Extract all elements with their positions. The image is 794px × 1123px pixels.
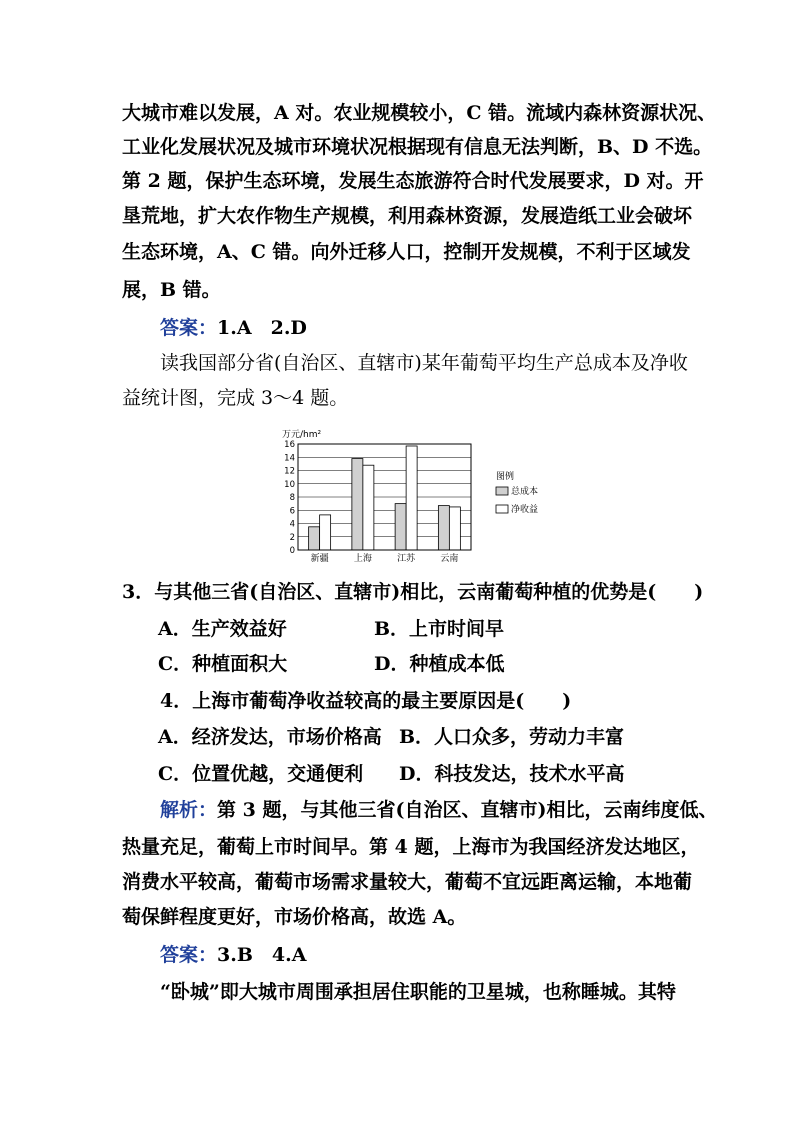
bar-chart	[282, 424, 582, 574]
y-tick-label: 10	[284, 479, 295, 490]
paragraph-line: 生态环境，A、C 错。向外迁移人口，控制开发规模，不利于区域发	[122, 241, 691, 263]
answer-text: 3.B 4.A	[217, 944, 307, 966]
explanation-text: 第 3 题，与其他三省(自治区、直辖市)相比，云南纬度低、	[217, 799, 718, 821]
answer-line-2	[160, 943, 307, 967]
y-tick-label: 6	[289, 506, 295, 517]
y-tick-label: 0	[289, 546, 295, 556]
explanation-label: 解析：	[160, 799, 218, 821]
explanation-line	[160, 798, 717, 822]
q3-option-a: A．生产效益好	[158, 618, 287, 640]
bar-income	[320, 515, 331, 550]
explanation-line: 消费水平较高，葡萄市场需求量较大，葡萄不宜远距离运输，本地葡	[122, 871, 693, 893]
paragraph-line: 展，B 错。	[122, 279, 221, 301]
answer-label: 答案：	[160, 944, 218, 966]
y-tick-label: 12	[284, 466, 295, 477]
x-tick-label: 上海	[353, 554, 372, 564]
x-tick-label: 江苏	[397, 554, 416, 564]
bar-cost	[352, 459, 363, 550]
bar-cost	[438, 506, 449, 550]
intro-line: 读我国部分省(自治区、直辖市)某年葡萄平均生产总成本及净收	[160, 352, 688, 374]
question-3-stem: 3．与其他三省(自治区、直辖市)相比，云南葡萄种植的优势是( )	[122, 581, 704, 603]
paragraph-line: 大城市难以发展，A 对。农业规模较小，C 错。流域内森林资源状况、	[122, 102, 717, 124]
intro-line: 益统计图，完成 3～4 题。	[122, 387, 349, 409]
y-tick-label: 14	[284, 453, 295, 464]
x-tick-label: 云南	[440, 554, 459, 564]
x-tick-label: 新疆	[310, 554, 329, 564]
q4-option-a: A．经济发达，市场价格高	[158, 726, 382, 748]
paragraph-line: “卧城”即大城市周围承担居住职能的卫星城，也称睡城。其特	[160, 981, 676, 1003]
y-tick-label: 4	[289, 519, 295, 530]
y-tick-label: 2	[289, 532, 295, 543]
answer-line-1	[160, 316, 307, 340]
paragraph-line: 垦荒地，扩大农作物生产规模，利用森林资源，发展造纸工业会破坏	[122, 205, 693, 227]
bar-cost	[309, 527, 320, 550]
bar-income	[449, 507, 460, 550]
legend-swatch-cost	[496, 487, 508, 495]
legend-title: 图例	[496, 472, 515, 482]
legend-label-cost: 总成本	[511, 487, 539, 497]
bar-income	[363, 465, 374, 550]
question-4-stem: 4．上海市葡萄净收益较高的最主要原因是( )	[160, 690, 572, 712]
q4-option-d: D．科技发达，技术水平高	[399, 763, 625, 785]
y-tick-label: 16	[284, 440, 295, 450]
q4-option-c: C．位置优越，交通便利	[158, 763, 364, 785]
answer-text: 1.A 2.D	[217, 317, 307, 339]
q4-option-b: B．人口众多，劳动力丰富	[399, 726, 625, 748]
paragraph-line: 工业化发展状况及城市环境状况根据现有信息无法判断，B、D 不选。	[122, 136, 713, 158]
q3-option-b: B．上市时间早	[374, 618, 505, 640]
answer-label: 答案：	[160, 317, 218, 339]
paragraph-line: 第 2 题，保护生态环境，发展生态旅游符合时代发展要求，D 对。开	[122, 170, 704, 192]
legend-label-income: 净收益	[511, 505, 539, 515]
explanation-line: 热量充足，葡萄上市时间早。第 4 题，上海市为我国经济发达地区，	[122, 836, 700, 858]
y-tick-label: 8	[289, 493, 295, 503]
bar-cost	[395, 504, 406, 550]
explanation-line: 萄保鲜程度更好，市场价格高，故选 A。	[122, 906, 467, 928]
q3-option-d: D．种植成本低	[374, 653, 505, 675]
legend-swatch-income	[496, 505, 508, 513]
y-axis-label: 万元/hm²	[282, 430, 322, 440]
bar-income	[406, 446, 417, 550]
q3-option-c: C．种植面积大	[158, 653, 288, 675]
